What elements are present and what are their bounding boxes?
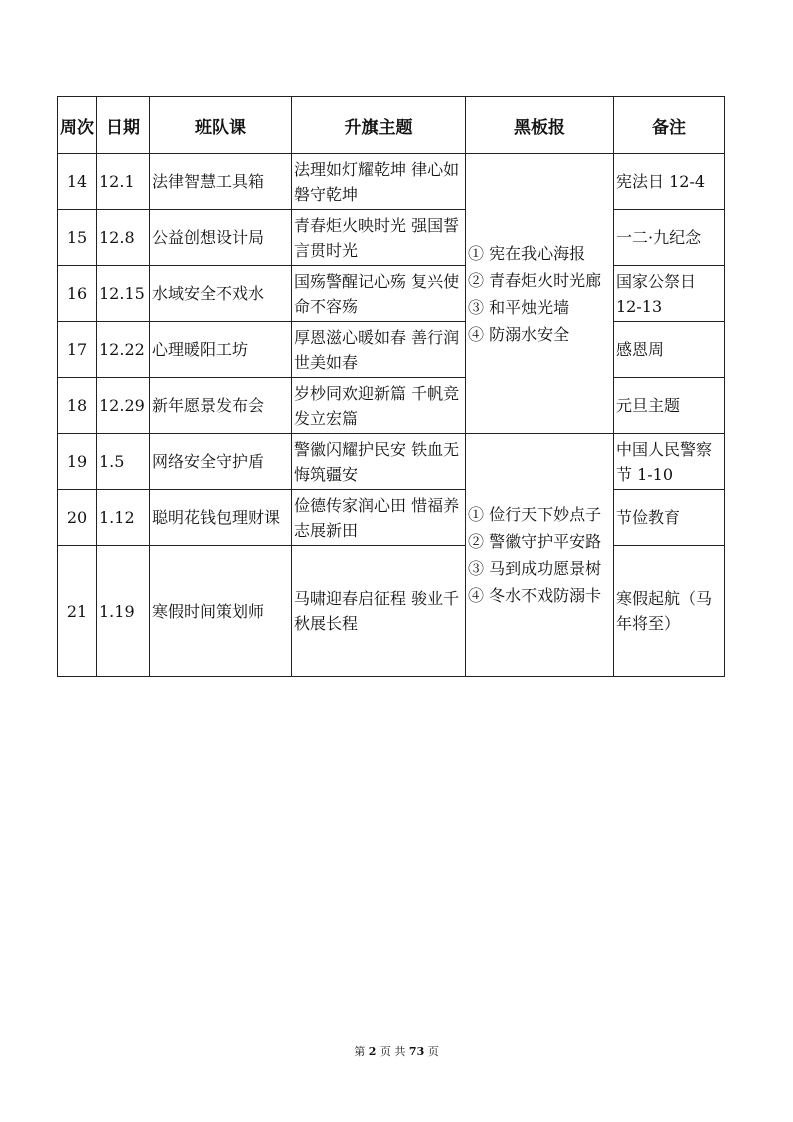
header-date: 日期 (97, 97, 150, 154)
blackboard-item: ① 宪在我心海报 (468, 243, 586, 263)
class-meeting-cell: 聪明花钱包理财课 (150, 490, 292, 546)
flag-theme-cell: 警徽闪耀护民安 铁血无悔筑疆安 (292, 434, 466, 490)
header-class-meeting: 班队课 (150, 97, 292, 154)
flag-theme-cell: 马啸迎春启征程 骏业千秋展长程 (292, 546, 466, 677)
class-meeting-cell: 水域安全不戏水 (150, 266, 292, 322)
flag-theme-cell: 国殇警醒记心殇 复兴使命不容殇 (292, 266, 466, 322)
week-cell: 19 (58, 434, 97, 490)
blackboard-item: ② 警徽守护平安路 (468, 532, 602, 551)
date-cell: 1.12 (97, 490, 150, 546)
class-meeting-cell: 网络安全守护盾 (150, 434, 292, 490)
blackboard-item: ① 俭行天下妙点子 (468, 505, 602, 524)
note-cell: 宪法日 12-4 (614, 154, 725, 210)
date-cell: 12.22 (97, 322, 150, 378)
header-blackboard: 黑板报 (466, 97, 614, 154)
table-row (58, 434, 725, 490)
footer-prefix: 第 (354, 1045, 366, 1058)
blackboard-item: ④ 冬水不戏防溺卡 (468, 586, 602, 605)
week-cell: 15 (58, 210, 97, 266)
table-row (58, 546, 725, 677)
note-cell: 一二·九纪念 (614, 210, 725, 266)
footer-suffix: 页 (427, 1045, 439, 1058)
class-meeting-cell: 新年愿景发布会 (150, 378, 292, 434)
table-row (58, 154, 725, 210)
week-cell: 20 (58, 490, 97, 546)
week-cell: 14 (58, 154, 97, 210)
class-meeting-cell: 公益创想设计局 (150, 210, 292, 266)
total-page-count: 73 (408, 1045, 425, 1058)
week-cell: 16 (58, 266, 97, 322)
date-cell: 1.5 (97, 434, 150, 490)
week-cell: 21 (58, 546, 97, 677)
note-cell: 中国人民警察节 1-10 (614, 434, 725, 490)
table-row (58, 378, 725, 434)
blackboard-item: ③ 和平烛光墙 (468, 297, 570, 317)
header-flag-theme: 升旗主题 (292, 97, 466, 154)
page-footer (0, 1043, 793, 1059)
class-meeting-cell: 法律智慧工具箱 (150, 154, 292, 210)
note-cell: 国家公祭日 12-13 (614, 266, 725, 322)
date-cell: 12.15 (97, 266, 150, 322)
blackboard-item: ④ 防溺水安全 (468, 324, 570, 344)
table-row (58, 210, 725, 266)
schedule-table (57, 96, 725, 677)
flag-theme-cell: 青春炬火映时光 强国誓言贯时光 (292, 210, 466, 266)
note-cell: 节俭教育 (614, 490, 725, 546)
week-cell: 17 (58, 322, 97, 378)
date-cell: 1.19 (97, 546, 150, 677)
flag-theme-cell: 法理如灯耀乾坤 律心如磐守乾坤 (292, 154, 466, 210)
note-cell: 元旦主题 (614, 378, 725, 434)
current-page-number: 2 (368, 1045, 377, 1058)
header-notes: 备注 (614, 97, 725, 154)
table-row (58, 490, 725, 546)
date-cell: 12.8 (97, 210, 150, 266)
blackboard-item: ② 青春炬火时光廊 (468, 270, 602, 290)
week-cell: 18 (58, 378, 97, 434)
table-row (58, 322, 725, 378)
note-cell: 寒假起航（马年将至） (614, 546, 725, 677)
flag-theme-cell: 岁杪同欢迎新篇 千帆竞发立宏篇 (292, 378, 466, 434)
date-cell: 12.1 (97, 154, 150, 210)
table-row (58, 266, 725, 322)
note-cell: 感恩周 (614, 322, 725, 378)
footer-middle: 页 共 (379, 1045, 406, 1058)
header-week: 周次 (58, 97, 97, 154)
date-cell: 12.29 (97, 378, 150, 434)
flag-theme-cell: 厚恩滋心暖如春 善行润世美如春 (292, 322, 466, 378)
blackboard-group-1 (466, 154, 614, 434)
blackboard-item: ③ 马到成功愿景树 (468, 559, 602, 578)
blackboard-group-2 (466, 434, 614, 677)
header-row (58, 97, 725, 154)
class-meeting-cell: 心理暖阳工坊 (150, 322, 292, 378)
flag-theme-cell: 俭德传家润心田 惜福养志展新田 (292, 490, 466, 546)
class-meeting-cell: 寒假时间策划师 (150, 546, 292, 677)
